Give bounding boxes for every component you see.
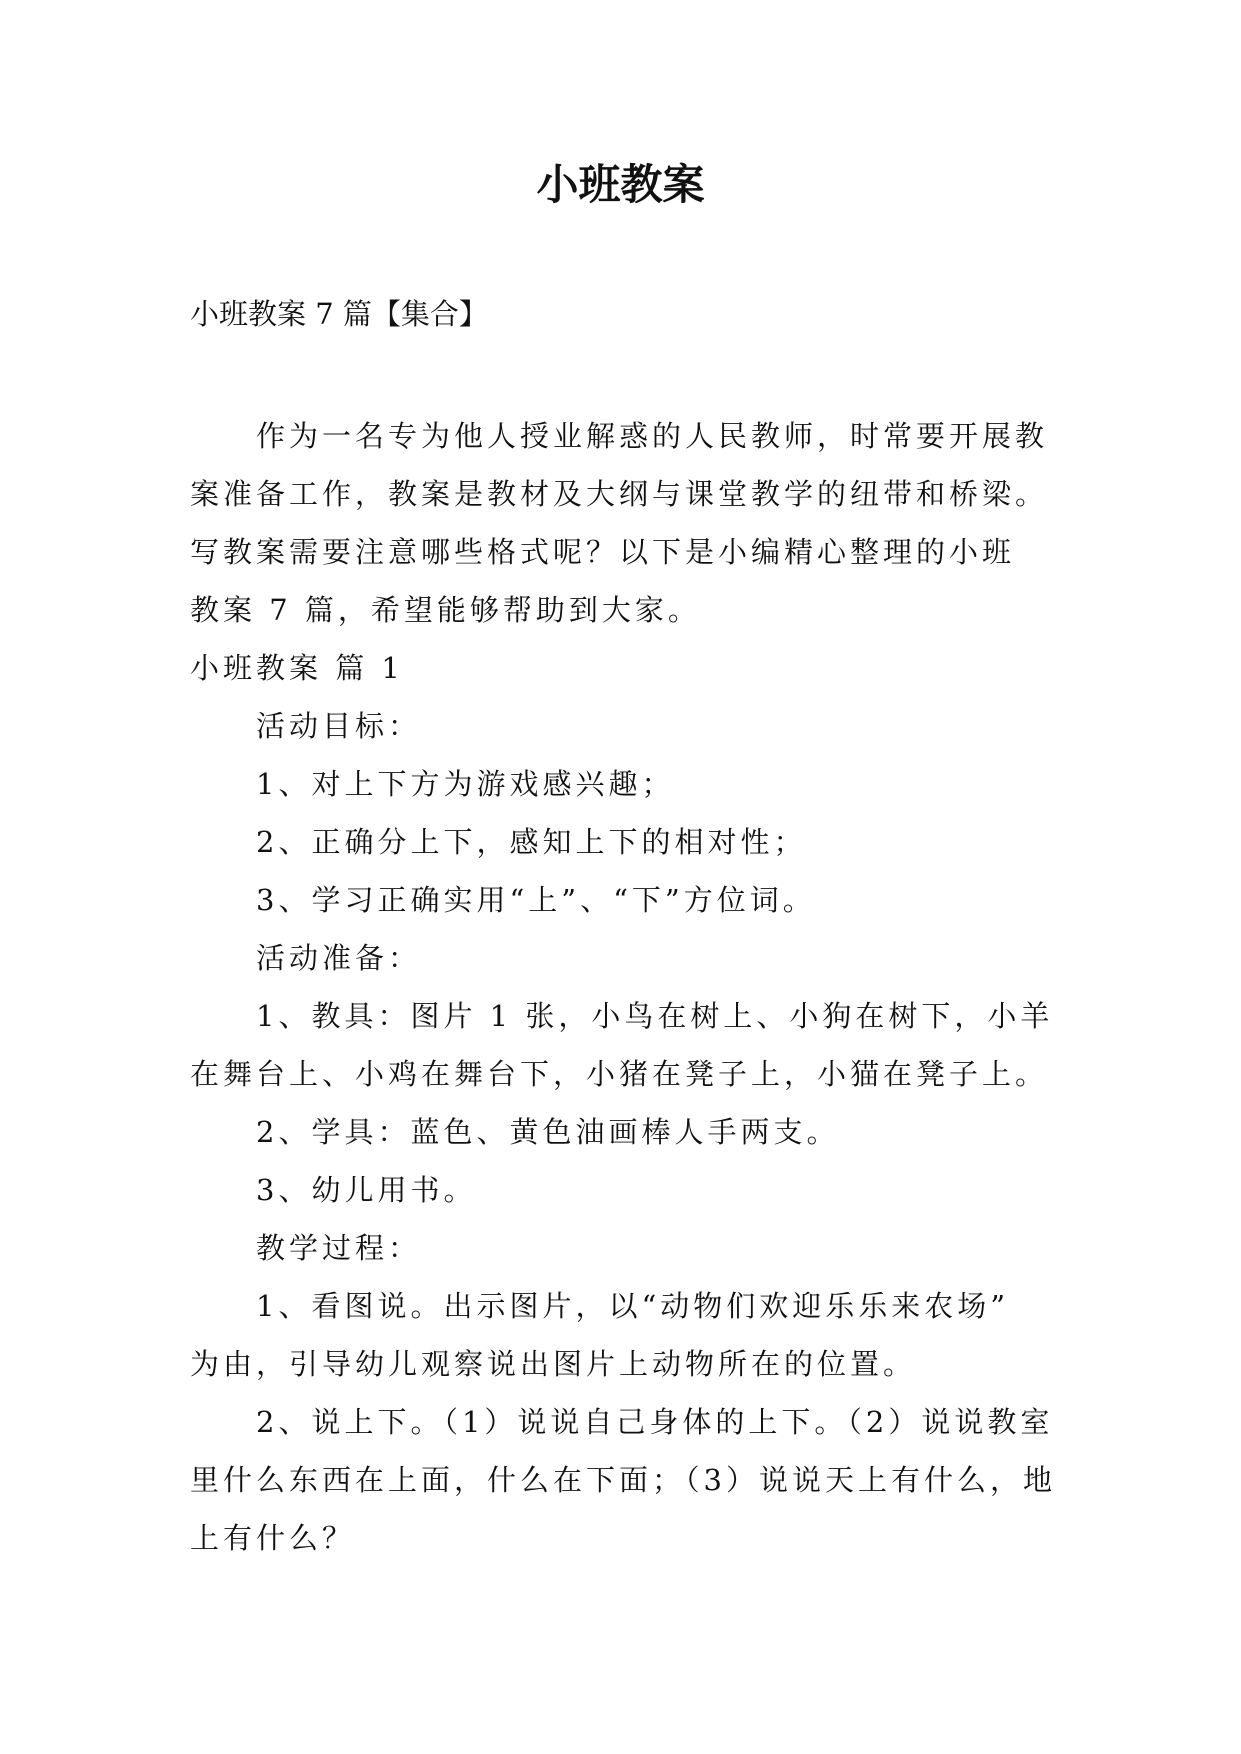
paragraph-line: 案准备工作，教案是教材及大纲与课堂教学的纽带和桥梁。 (190, 477, 1049, 511)
paragraph-line: 活动准备： (256, 941, 422, 975)
paragraph-line: 2、正确分上下，感知上下的相对性； (256, 825, 807, 859)
paragraph-line: 1、看图说。出示图片，以“动物们欢迎乐乐来农场” (256, 1289, 1010, 1323)
paragraph-line: 写教案需要注意哪些格式呢？以下是小编精心整理的小班 (190, 535, 1016, 569)
paragraph-line: 3、幼儿用书。 (256, 1173, 477, 1207)
paragraph-line: 2、学具：蓝色、黄色油画棒人手两支。 (256, 1115, 840, 1149)
document-body (190, 407, 1056, 1567)
section-heading: 小班教案 篇 1 (190, 651, 404, 685)
paragraph-line: 3、学习正确实用“上”、“下”方位词。 (256, 883, 816, 917)
paragraph-line: 2、说上下。（1）说说自己身体的上下。（2）说说教室 (256, 1405, 1054, 1439)
paragraph-line: 1、教具：图片 1 张，小鸟在树上、小狗在树下，小羊 (256, 999, 1054, 1033)
paragraph-line: 为由，引导幼儿观察说出图片上动物所在的位置。 (190, 1347, 917, 1381)
paragraph-line: 里什么东西在上面，什么在下面；（3）说说天上有什么，地 (190, 1463, 1056, 1497)
document-subtitle: 小班教案 7 篇【集合】 (190, 297, 488, 331)
paragraph-line: 活动目标： (256, 709, 422, 743)
paragraph-line: 作为一名专为他人授业解惑的人民教师，时常要开展教 (256, 419, 1049, 453)
paragraph-line: 在舞台上、小鸡在舞台下，小猪在凳子上，小猫在凳子上。 (190, 1057, 1049, 1091)
paragraph-line: 教学过程： (256, 1231, 422, 1265)
document-title: 小班教案 (536, 160, 705, 209)
paragraph-line: 教案 7 篇，希望能够帮助到大家。 (190, 593, 701, 627)
paragraph-line: 1、对上下方为游戏感兴趣； (256, 767, 675, 801)
paragraph-line: 上有什么？ (190, 1521, 356, 1555)
